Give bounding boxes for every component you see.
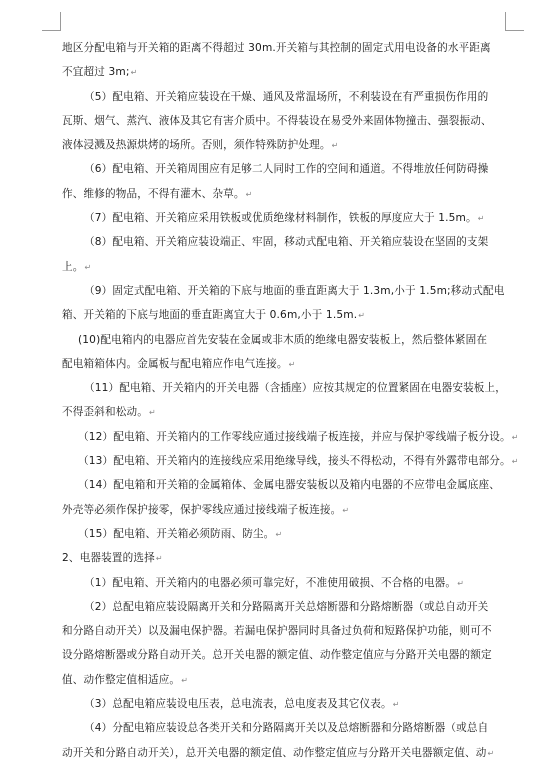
text-line xyxy=(62,36,510,60)
paragraph-mark: ↵ xyxy=(487,748,495,758)
text-line xyxy=(62,182,510,206)
text-line xyxy=(62,400,510,424)
document-body[interactable] xyxy=(62,36,519,765)
line-text: （7）配电箱、开关箱应采用铁板或优质绝缘材料制作，铁板的厚度应大于 1.5m。 xyxy=(84,212,477,225)
text-line xyxy=(62,303,510,327)
paragraph xyxy=(62,206,510,230)
text-line xyxy=(62,230,510,254)
text-line xyxy=(62,522,510,546)
paragraph-mark: ↵ xyxy=(358,311,366,321)
paragraph-mark: ↵ xyxy=(245,189,253,199)
line-text: 箱、开关箱的下底与地面的垂直距离宜大于 0.6m,小于 1.5m. xyxy=(62,309,358,322)
paragraph xyxy=(62,692,510,716)
text-line xyxy=(62,85,510,109)
text-line xyxy=(62,643,510,667)
paragraph-mark: ↵ xyxy=(288,359,296,369)
text-line xyxy=(62,60,510,84)
text-line xyxy=(62,498,510,522)
line-text: （13）配电箱、开关箱内的连接线应采用绝缘导线，接头不得松动，不得有外露带电部分。 xyxy=(78,455,511,468)
paragraph xyxy=(62,425,519,449)
paragraph xyxy=(62,230,510,279)
paragraph xyxy=(62,157,510,206)
line-text: 值、动作整定值相适应。 xyxy=(62,673,181,686)
line-text: 液体浸溅及热源烘烤的场所。否则，须作特殊防护处理。 xyxy=(62,139,331,152)
line-text: （5）配电箱、开关箱应装设在干燥、通风及常温场所，不利装设在有严重损伤作用的 xyxy=(84,90,489,103)
text-line xyxy=(62,376,510,400)
line-text: 地区分配电箱与开关箱的距离不得超过 30m.开关箱与其控制的固定式用电设备的水平距离 xyxy=(62,42,491,54)
line-text: 不得歪斜和松动。 xyxy=(62,406,148,419)
paragraph-mark: ↵ xyxy=(457,578,465,588)
line-text: 设分路熔断器或分路自动开关。总开关电器的额定值、动作整定值应与分路开关电器的额定 xyxy=(62,649,492,662)
paragraph xyxy=(62,328,510,377)
text-line xyxy=(62,571,510,595)
line-text: （11）配电箱、开关箱内的开关电器（含插座）应按其规定的位置紧固在电器安装板上， xyxy=(84,382,507,395)
text-line xyxy=(62,352,510,376)
margin-corner-top-left xyxy=(42,12,61,31)
paragraph-mark: ↵ xyxy=(342,505,350,515)
line-text: 外壳等必须作保护接零，保护零线应通过接线端子板连接。 xyxy=(62,503,342,516)
line-text: 和分路自动开关）以及漏电保护器。若漏电保护器同时具备过负荷和短路保护功能，则可不 xyxy=(62,625,492,638)
text-line xyxy=(62,449,519,473)
text-line xyxy=(62,473,510,497)
line-text: 配电箱箱体内。金属板与配电箱应作电气连接。 xyxy=(62,357,288,370)
line-text: (10)配电箱内的电器应首先安装在金属或非木质的绝缘电器安装板上，然后整体紧固在 xyxy=(78,333,488,346)
paragraph-mark: ↵ xyxy=(148,408,156,418)
paragraph xyxy=(62,85,510,158)
paragraph-mark: ↵ xyxy=(511,432,519,442)
paragraph xyxy=(62,522,510,546)
paragraph-mark: ↵ xyxy=(275,529,283,539)
paragraph-mark: ↵ xyxy=(477,214,485,224)
line-text: 上。 xyxy=(62,260,84,273)
text-line xyxy=(62,133,510,157)
paragraph-mark: ↵ xyxy=(392,700,400,710)
line-text: （2）总配电箱应装设隔离开关和分路隔离开关总熔断器和分路熔断器（或总自动开关 xyxy=(84,600,489,613)
text-line xyxy=(62,546,510,570)
line-text: （14）配电箱和开关箱的金属箱体、金属电器安装板以及箱内电器的不应带电金属底座、 xyxy=(78,479,501,492)
margin-corner-top-right xyxy=(505,12,524,31)
paragraph-mark: ↵ xyxy=(84,262,92,272)
paragraph xyxy=(62,716,510,765)
line-text: 不宜超过 3m; xyxy=(62,66,130,79)
line-text: （9）固定式配电箱、开关箱的下底与地面的垂直距离大于 1.3m,小于 1.5m;移动式配电 xyxy=(84,284,505,297)
line-text: （8）配电箱、开关箱应装设端正、牢固，移动式配电箱、开关箱应装设在坚固的支架 xyxy=(84,236,489,249)
line-text: （15）配电箱、开关箱必须防雨、防尘。 xyxy=(78,527,275,540)
text-line xyxy=(62,109,510,133)
paragraph xyxy=(62,279,510,328)
paragraph xyxy=(62,595,510,692)
text-line xyxy=(62,692,510,716)
paragraph xyxy=(62,473,510,522)
paragraph-mark: ↵ xyxy=(155,554,163,564)
paragraph xyxy=(62,449,519,473)
text-line xyxy=(62,279,510,303)
paragraph xyxy=(62,36,510,85)
text-line xyxy=(62,328,510,352)
paragraph-mark: ↵ xyxy=(331,141,339,151)
paragraph xyxy=(62,571,510,595)
text-line xyxy=(62,716,510,740)
line-text: 2、电器装置的选择 xyxy=(62,552,155,565)
line-text: 动开关和分路自动开关），总开关电器的额定值、动作整定值应与分路开关电器额定值、动 xyxy=(62,746,487,759)
text-line xyxy=(62,741,510,765)
line-text: （6）配电箱、开关箱周围应有足够二人同时工作的空间和通道。不得堆放任何防碍操 xyxy=(84,163,489,176)
paragraph-mark: ↵ xyxy=(130,68,138,78)
line-text: （1）配电箱、开关箱内的电器必须可靠完好，不准使用破损、不合格的电器。 xyxy=(84,576,457,589)
paragraph-mark: ↵ xyxy=(511,457,519,467)
paragraph-mark: ↵ xyxy=(181,675,189,685)
line-text: 瓦斯、烟气、蒸汽、液体及其它有害介质中。不得装设在易受外来固体物撞击、强裂振动、 xyxy=(62,114,492,127)
paragraph xyxy=(62,546,510,570)
line-text: （4）分配电箱应装设总各类开关和分路隔离开关以及总熔断器和分路熔断器（或总自 xyxy=(84,722,489,735)
text-line xyxy=(62,619,510,643)
line-text: （3）总配电箱应装设电压表，总电流表，总电度表及其它仪表。 xyxy=(84,698,392,711)
text-line xyxy=(62,668,510,692)
text-line xyxy=(62,206,510,230)
text-line xyxy=(62,255,510,279)
text-line xyxy=(62,425,519,449)
text-line xyxy=(62,595,510,619)
paragraph xyxy=(62,376,510,425)
text-line xyxy=(62,157,510,181)
line-text: 作、维修的物品，不得有灌木、杂草。 xyxy=(62,187,245,200)
line-text: （12）配电箱、开关箱内的工作零线应通过接线端子板连接，并应与保护零线端子板分设。 xyxy=(78,430,511,443)
